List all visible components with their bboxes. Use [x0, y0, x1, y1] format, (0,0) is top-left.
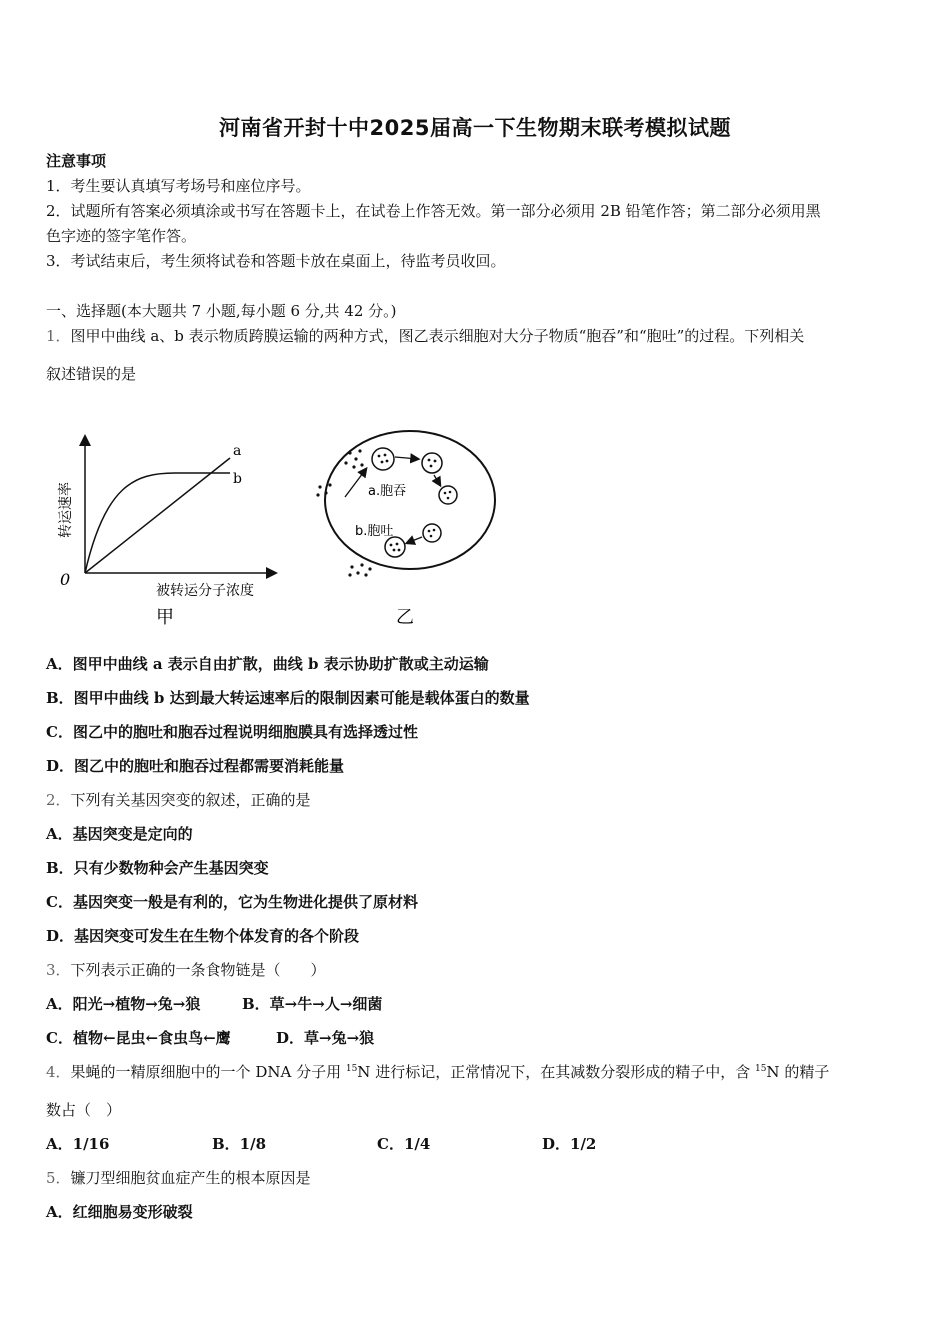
question-1-figure	[40, 425, 540, 635]
question-4-option-b: B．1/8	[212, 1135, 267, 1153]
question-4-stem-cont: 数占（ ）	[46, 1101, 122, 1119]
vesicle-4	[385, 537, 405, 557]
figure-svg	[40, 425, 540, 635]
section-heading: 一、选择题(本大题共 7 小题,每小题 6 分,共 42 分。)	[46, 302, 397, 320]
figure-yi-caption: 乙	[396, 607, 414, 628]
question-3-option-c: C．植物←昆虫←食虫鸟←鹰	[46, 1029, 231, 1047]
question-3-text: 下列表示正确的一条食物链是（ ）	[70, 961, 326, 979]
question-1-number: 1．	[46, 327, 71, 345]
question-5-text: 镰刀型细胞贫血症产生的根本原因是	[70, 1169, 311, 1187]
arrow-in	[345, 469, 366, 497]
question-4-number: 4．	[46, 1063, 71, 1081]
outside-particles-top	[316, 449, 363, 496]
question-4-option-d: D．1/2	[542, 1135, 597, 1153]
isotope-mass-2: 15	[754, 1064, 767, 1074]
figure-jia-caption: 甲	[156, 607, 174, 628]
question-1-stem	[46, 325, 908, 347]
question-1-option-d: D．图乙中的胞吐和胞吞过程都需要消耗能量	[46, 757, 345, 775]
question-2-option-b: B．只有少数物种会产生基因突变	[46, 859, 269, 877]
arrow-vesicle-2	[434, 475, 440, 485]
y-axis-label: 转运速率	[58, 482, 74, 538]
question-1-stem-cont: 叙述错误的是	[46, 365, 137, 383]
arrow-vesicle-1	[395, 457, 418, 459]
notice-item-2-cont: 色字迹的签字笔作答。	[46, 227, 197, 245]
question-2-option-d: D．基因突变可发生在生物个体发育的各个阶段	[46, 927, 360, 945]
question-2-number: 2．	[46, 791, 71, 809]
question-4-text-2: N 进行标记，正常情况下，在其减数分裂形成的精子中，含	[357, 1063, 755, 1081]
question-3-option-a: A．阳光→植物→兔→狼	[46, 995, 201, 1013]
notice-heading: 注意事项	[46, 152, 107, 170]
isotope-mass-1: 15	[345, 1064, 358, 1074]
question-5-stem	[46, 1167, 908, 1189]
question-4-stem	[46, 1061, 908, 1083]
question-1-option-b: B．图甲中曲线 b 达到最大转运速率后的限制因素可能是载体蛋白的数量	[46, 689, 530, 707]
question-2-option-a: A．基因突变是定向的	[46, 825, 193, 843]
endocytosis-pit	[372, 448, 394, 470]
question-2-text: 下列有关基因突变的叙述，正确的是	[70, 791, 311, 809]
notice-item-3: 3．考试结束后，考生须将试卷和答题卡放在桌面上，待监考员收回。	[46, 252, 506, 270]
arrow-out	[407, 537, 422, 543]
question-3-stem	[46, 959, 908, 981]
curve-b-line	[85, 473, 230, 573]
question-4-option-a: A．1/16	[46, 1135, 110, 1153]
question-4-text-3: N 的精子	[766, 1063, 830, 1081]
question-3-option-b: B．草→牛→人→细菌	[242, 995, 383, 1013]
endocytosis-label: a.胞吞	[368, 484, 407, 499]
curve-a-label: a	[233, 443, 242, 459]
origin-label: 0	[60, 570, 71, 589]
question-2-stem	[46, 789, 908, 811]
question-1-option-a: A．图甲中曲线 a 表示自由扩散，曲线 b 表示协助扩散或主动运输	[46, 655, 489, 673]
question-1-text: 图甲中曲线 a、b 表示物质跨膜运输的两种方式，图乙表示细胞对大分子物质“胞吞”和“胞吐”的过程。下列相关	[70, 327, 805, 345]
question-4-option-c: C．1/4	[377, 1135, 431, 1153]
question-3-option-d: D．草→兔→狼	[276, 1029, 375, 1047]
question-4-text-1: 果蝇的一精原细胞中的一个 DNA 分子用	[70, 1063, 346, 1081]
vesicle-3	[423, 524, 441, 542]
exocytosis-label: b.胞吐	[355, 524, 394, 539]
question-1-option-c: C．图乙中的胞吐和胞吞过程说明细胞膜具有选择透过性	[46, 723, 418, 741]
graph-jia	[57, 437, 275, 628]
page-title: 河南省开封十中2025届高一下生物期末联考模拟试题	[219, 116, 731, 140]
cell-yi	[316, 431, 495, 628]
question-5-number: 5．	[46, 1169, 71, 1187]
question-5-option-a: A．红细胞易变形破裂	[46, 1203, 193, 1221]
notice-item-1: 1．考生要认真填写考场号和座位序号。	[46, 177, 311, 195]
notice-item-2: 2．试题所有答案必须填涂或书写在答题卡上，在试卷上作答无效。第一部分必须用 2B 铅笔作答；第二部分必须用黑	[46, 202, 821, 220]
curve-a-line	[85, 458, 230, 573]
outside-particles-bottom	[348, 563, 371, 576]
question-3-number: 3．	[46, 961, 71, 979]
curve-b-label: b	[233, 471, 242, 487]
x-axis-label: 被转运分子浓度	[156, 583, 254, 599]
vesicle-2	[439, 486, 457, 504]
question-2-option-c: C．基因突变一般是有利的，它为生物进化提供了原材料	[46, 893, 418, 911]
vesicle-1	[422, 453, 442, 473]
